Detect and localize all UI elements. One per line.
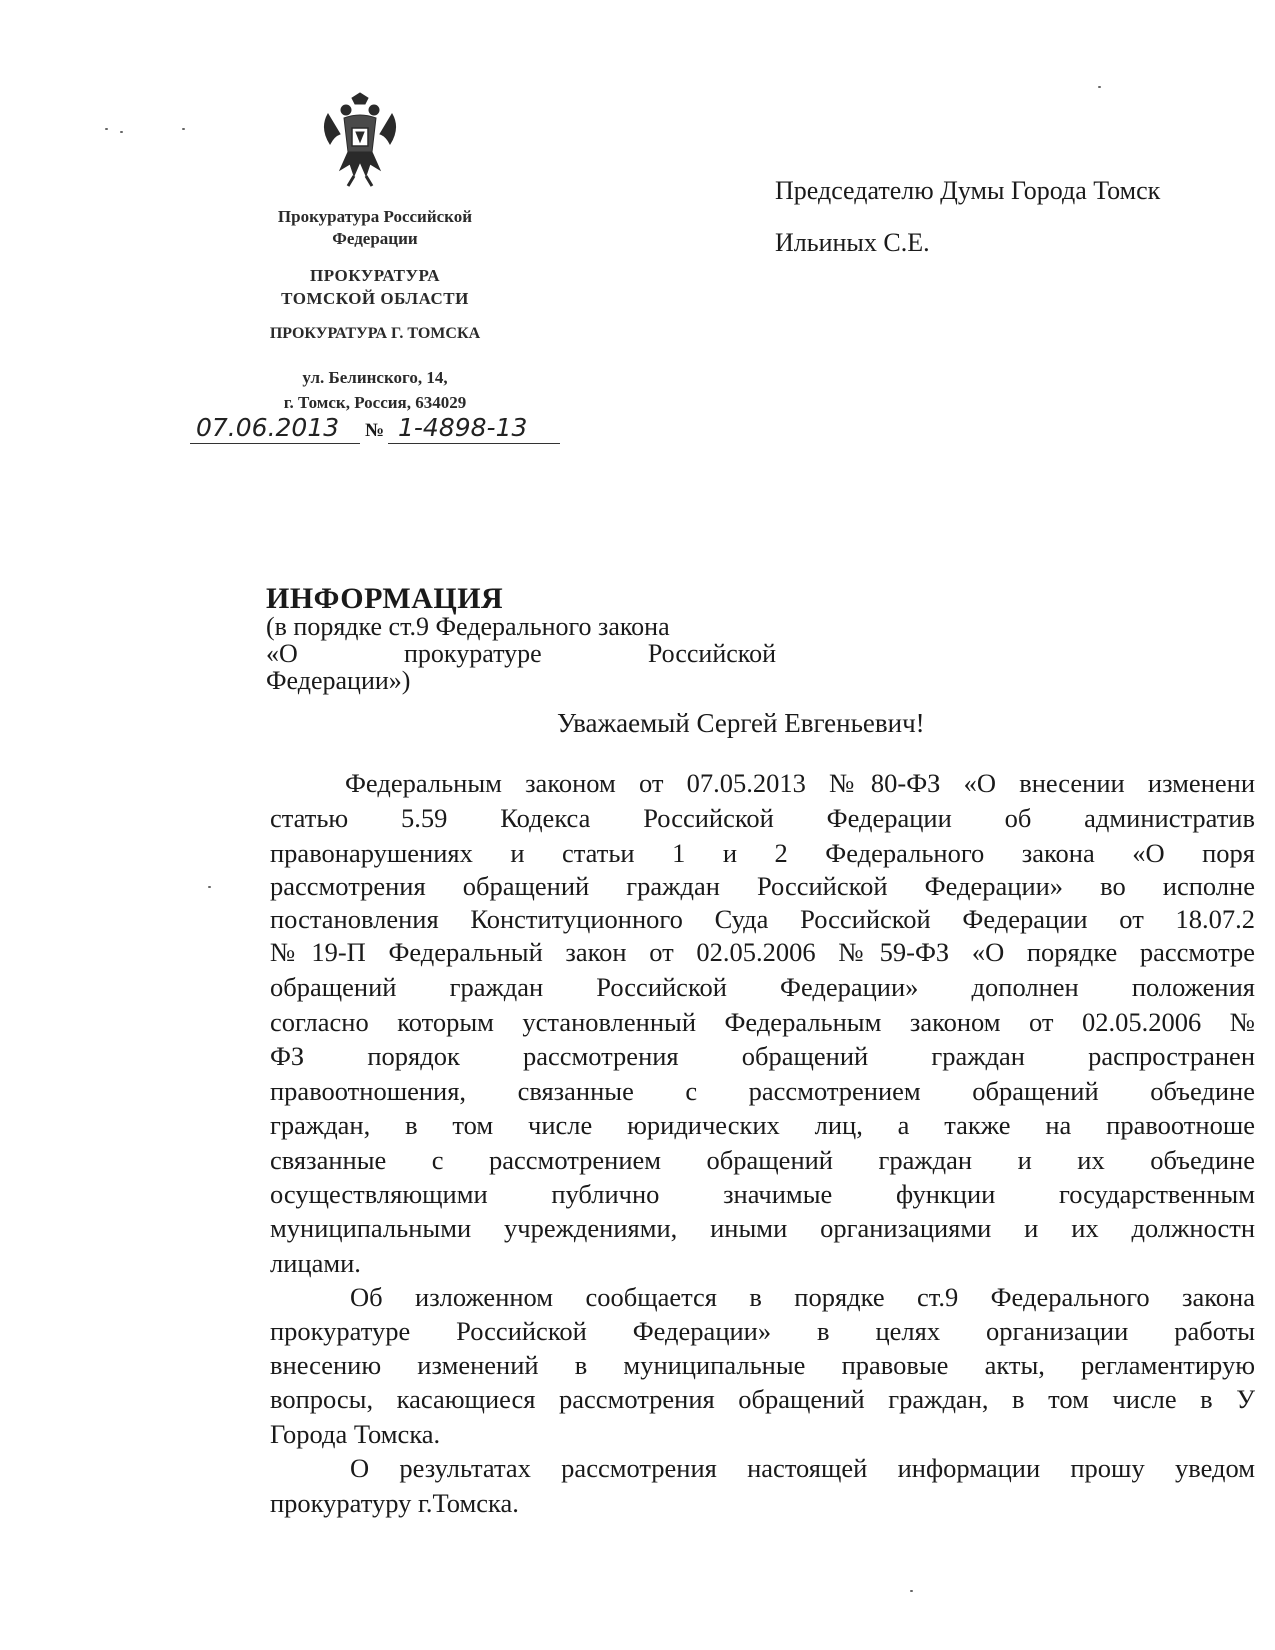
scan-speck [182,128,185,130]
body-line-20: Города Томска. [270,1419,441,1449]
body-line-11: граждан, в том числе юридических лиц, а также на правоотноше [270,1110,1255,1140]
body-line-12: связанные с рассмотрением обращений граждан и их объедине [270,1145,1255,1175]
org-line-1: Прокуратура Российской [277,207,473,226]
body-line-17: прокуратуре Российской Федерации» в целях организации работы [270,1316,1255,1346]
body-line-7: обращений граждан Российской Федерации» дополнен положения [270,972,1255,1002]
body-line-14: муниципальными учреждениями, иными организациями и их должностн [270,1213,1255,1243]
body-line-22: прокуратуру г.Томска. [270,1488,519,1518]
number-underline [388,443,560,444]
heading-subtitle-line-1: (в порядке ст.9 Федерального закона [266,612,670,641]
address-line-2: г. Томск, Россия, 634029 [283,393,467,412]
scan-speck [105,128,108,130]
scan-speck [910,1590,913,1592]
body-line-19: вопросы, касающиеся рассмотрения обращений граждан, в том числе в У [270,1384,1255,1414]
body-line-5: постановления Конституционного Суда Российской Федерации от 18.07.2 [270,904,1255,934]
scan-speck [1098,86,1101,88]
office-line-3: ПРОКУРАТУРА Г. ТОМСКА [269,325,481,342]
date-underline [190,443,360,444]
address-line-1: ул. Белинского, 14, [302,368,448,387]
body-line-3: правонарушениях и статьи 1 и 2 Федерального закона «О поря [270,838,1255,868]
body-line-18: внесению изменений в муниципальные правовые акты, регламентирую [270,1350,1255,1380]
body-line-4: рассмотрения обращений граждан Российской Федерации» во исполне [270,871,1255,901]
body-line-9: ФЗ порядок рассмотрения обращений граждан распространен [270,1041,1255,1071]
office-line-1: ПРОКУРАТУРА [310,266,440,285]
body-line-8: согласно которым установленный Федеральным законом от 02.05.2006 № [270,1007,1255,1037]
handwritten-date: 07.06.2013 [196,413,340,442]
body-line-2: статью 5.59 Кодекса Российской Федерации об административ [270,803,1255,833]
office-line-2: ТОМСКОЙ ОБЛАСТИ [281,289,469,308]
scan-speck [208,886,211,888]
number-label: № [365,420,385,441]
org-line-2: Федерации [332,229,418,248]
body-line-1: Федеральным законом от 07.05.2013 №80-ФЗ «О внесении изменени [345,768,1255,798]
body-line-13: осуществляющими публично значимые функции государственным [270,1179,1255,1209]
body-line-21: О результатах рассмотрения настоящей информации прошу уведом [350,1453,1255,1483]
greeting: Уважаемый Сергей Евгеньевич! [557,708,925,738]
addressee-line-2: Ильиных С.Е. [775,228,930,257]
scan-speck [120,131,123,133]
heading-subtitle-line-3: Федерации») [266,666,411,695]
body-line-15: лицами. [270,1248,361,1278]
body-line-10: правоотношения, связанные с рассмотрением обращений объедине [270,1076,1255,1106]
double-headed-eagle-emblem-icon [318,92,402,192]
addressee-line-1: Председателю Думы Города Томск [775,176,1161,205]
handwritten-number: 1-4898-13 [398,413,528,442]
body-line-16: Об изложенном сообщается в порядке ст.9 Федерального закона [350,1282,1255,1312]
document-heading: ИНФОРМАЦИЯ [266,582,504,615]
heading-subtitle-line-2: «О прокуратуре Российской [266,639,776,668]
body-line-6: №19-П Федеральный закон от 02.05.2006 №59-ФЗ «О порядке рассмотре [270,937,1255,967]
